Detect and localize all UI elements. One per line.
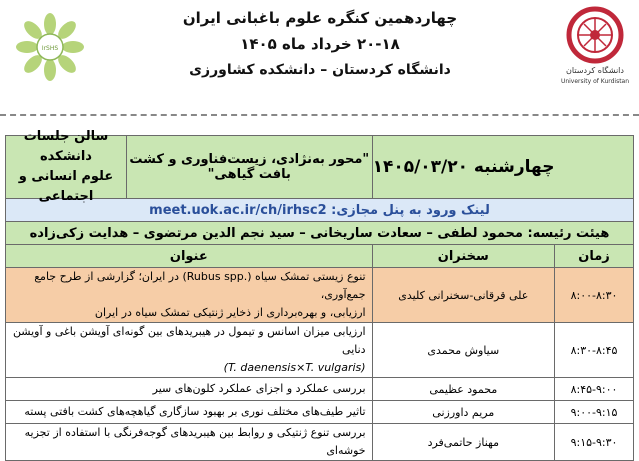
hall-line-1: سالن جلسات دانشکده [23,129,109,164]
table-row [6,323,634,378]
row-speaker: مریم داورزنی [372,401,554,424]
row-time: ۸:۴۵-۹:۰۰ [555,378,634,401]
svg-text:دانشگاه کردستان: دانشگاه کردستان [566,66,624,75]
row-title-line-1: تنوع زیستی تمشک سیاه (.Rubus spp) در ایران؛ گزارشی از طرح جامع جمع‌آوری، [34,270,366,301]
congress-host: دانشگاه کردستان – دانشکده کشاورزی [189,62,451,78]
row-speaker: علی قرقانی-سخنرانی کلیدی [372,268,554,323]
virtual-panel-label: لینک ورود به پنل مجازی: [331,202,490,218]
table-row [6,378,634,401]
university-logo [560,5,630,90]
table-row [6,268,634,323]
row-title-line-1: ارزیابی میزان اسانس و تیمول در هیبریدهای بین گونه‌ای آویشن باغی و آویشن دنایی [12,325,366,356]
row-time: ۹:۱۵-۹:۳۰ [555,424,634,461]
society-logo [15,12,85,82]
congress-dates: ۲۰-۱۸ خرداد ماه ۱۴۰۵ [240,35,400,53]
svg-text:IrSHS: IrSHS [41,45,59,52]
column-header-speaker: سخنران [372,245,554,268]
row-title [6,268,373,323]
table-row [6,401,634,424]
row-title-line-2: (T. daenensis×T. vulgaris) [223,361,366,374]
row-title [6,323,373,378]
svg-text:University of Kurdistan: University of Kurdistan [560,78,630,85]
congress-title: چهاردهمین کنگره علوم باغبانی ایران [182,9,458,27]
session-board: هیئت رئیسه: محمود لطفی – سعادت ساریخانی – سید نجم الدین مرتضوی – هدایت زکی‌زاده [6,222,634,245]
row-title-line-2: ارزیابی، و بهره‌برداری از ذخایر ژنتیکی تمشک سیاه در ایران [94,306,366,319]
session-date: چهارشنبه ۱۴۰۵/۰۳/۲۰ [372,157,555,177]
column-header-title: عنوان [6,245,373,268]
page-header [0,0,639,120]
session-date-cell [372,136,554,199]
header-divider [0,114,639,116]
column-header-time: زمان [555,245,634,268]
session-hall [6,129,127,204]
row-time: ۸:۰۰-۸:۳۰ [555,268,634,323]
hall-line-2: علوم انسانی و اجتماعی [18,169,114,204]
table-row [6,424,634,461]
row-time: ۸:۳۰-۸:۴۵ [555,323,634,378]
row-speaker: مهناز حاتمی‌فرد [372,424,554,461]
virtual-panel-link[interactable]: meet.uok.ac.ir/ch/irhsc2 [149,202,327,218]
session-schedule-table [5,129,634,461]
row-title: بررسی تنوع ژنتیکی و روابط بین هیبریدهای گوجه‌فرنگی با استفاده از تجزیه خوشه‌ای [6,424,373,461]
row-speaker: محمود عظیمی [372,378,554,401]
row-speaker: سیاوش محمدی [372,323,554,378]
row-time: ۹:۰۰-۹:۱۵ [555,401,634,424]
session-axis: "محور به‌نژادی، زیست‌فناوری و کشت بافت گیاهی" [129,152,370,182]
row-title: بررسی عملکرد و اجزای عملکرد کلون‌های سیر [6,378,373,401]
row-title: تاثیر طیف‌های مختلف نوری بر بهبود سازگاری گیاهچه‌های کشت بافتی پسته [6,401,373,424]
